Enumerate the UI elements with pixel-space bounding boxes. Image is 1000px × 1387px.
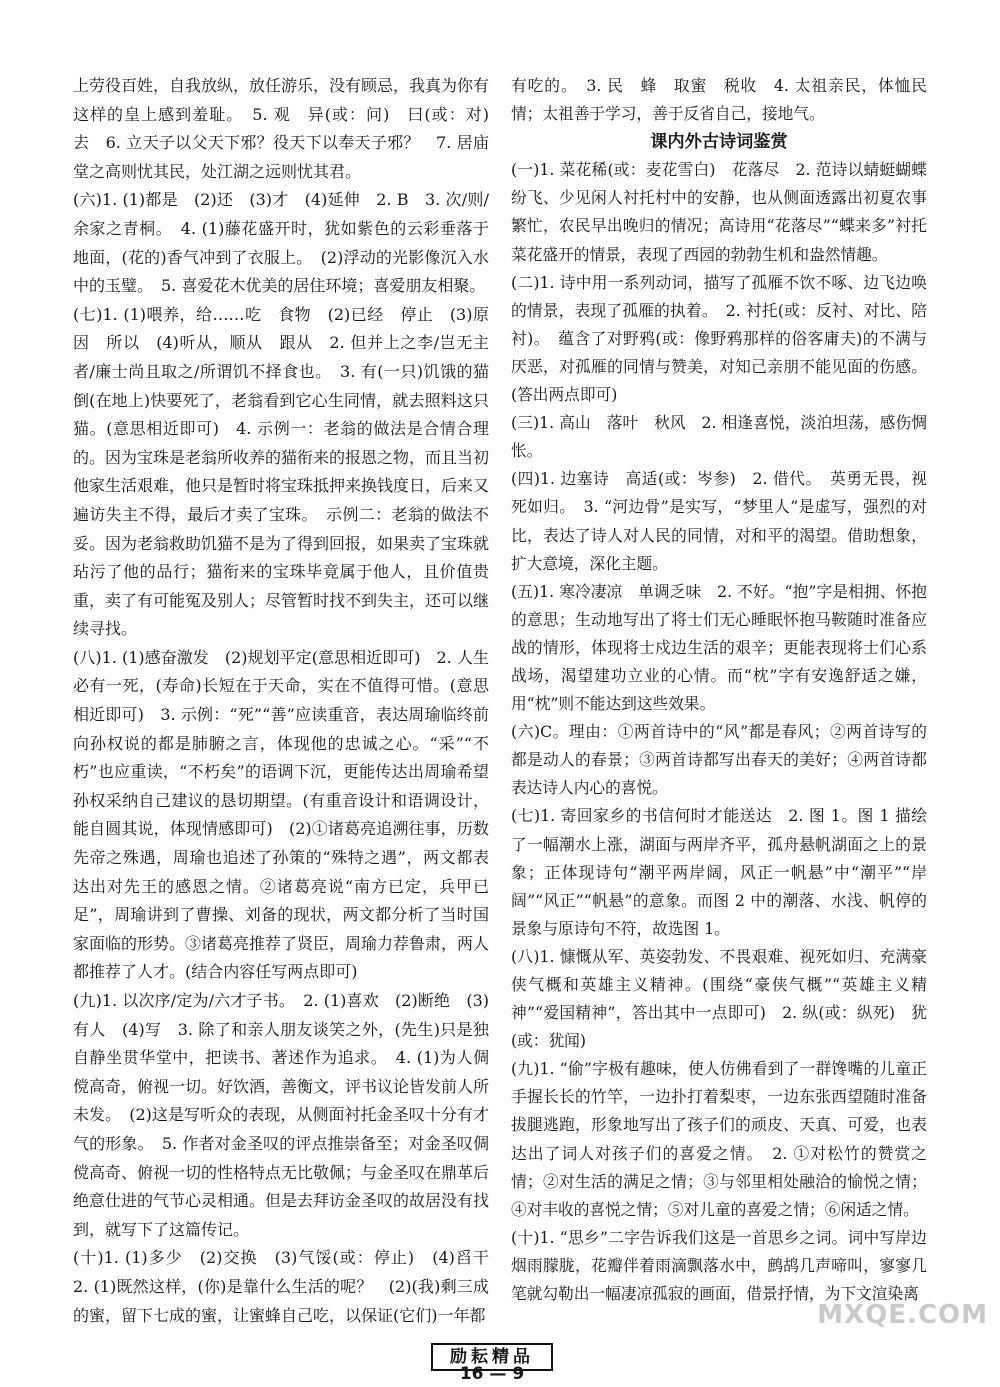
answer-paragraph: 有吃的。 3. 民 蜂 取蜜 税收 4. 太祖亲民，体恤民情；太祖善于学习，善于反省自己，接地气。 xyxy=(511,76,927,124)
answer-paragraph: 上劳役百姓，自我放纵，放任游乐，没有顾忌，我真为你有这样的皇上感到羞耻。 5. 观 异(或：问) 曰(或：对) 去 6. 立天子以父天下邪？役天下以奉天子邪？ 7. 居庙堂之高则忧其民，处江湖之远则忧其君。 xyxy=(73,76,506,181)
answer-paragraph: (六)1. (1)都是 (2)还 (3)才 (4)延伸 2. B 3. 次/则/余家之青桐。 4. (1)藤花盛开时，犹如紫色的云彩垂落于地面，(花的)香气冲到了衣服上。 (2)浮动的光影像沉入水中的玉璧。 5. 喜爱花木优美的居住环境；喜爱朋友相聚。 xyxy=(73,190,489,296)
answer-paragraph: (八)1. (1)感奋激发 (2)规划平定(意思相近即可) 2. 人生必有一死，(寿命)长短在于天命，实在不值得可惜。(意思相近即可) 3. 示例：“死”“善”应读重音，表达周瑜临终前向孙权说的都是肺腑之言，体现他的忠诚之心。“采”“不朽”也应重读，“不朽矣”的语调下沉，更能传达出周瑜希望孙权采纳自己建议的恳切期望。(有重音设计和语调设计，能自圆其说，体现情感即可) (2)①诸葛亮追溯往事，历数先帝之殊遇，周瑜也追述了孙策的“殊特之遇”，两文都表达出对先王的感恩之情。②诸葛亮说“南方已定，兵甲已足”，周瑜讲到了曹操、刘备的现状，两文都分析了当时国家面临的形势。③诸葛亮推荐了贤臣，周瑜力荐鲁肃，两人都推荐了人才。(结合内容任写两点即可) xyxy=(73,647,490,982)
answer-paragraph: (七)1. (1)喂养，给……吃 食物 (2)已经 停止 (3)原因 所以 (4)听从，顺从 跟从 2. 但并上之李/岂无主者/廉士尚且取之/所谓饥不择食也。 3. 有(一只)饥饿的猫倒(在地上)快要死了，老翁看到它心生同情，就去照料这只猫。(意思相近即可) 4. 示例一：老翁的做法是合情合理的。因为宝珠是老翁所收养的猫衔来的报恩之物，而且当初他家生活艰难，他只是暂时将宝珠抵押来换钱度日，后来又遍访失主不得，最后才卖了宝珠。 示例二：老翁的做法不妥。因为老翁救助饥猫不是为了得到回报，如果卖了宝珠就玷污了他的品行；猫衔来的宝珠毕竟属于他人，且价值贵重，卖了有可能冤及别人；尽管暂时找不到失主，还可以继续寻找。 xyxy=(73,304,490,639)
answer-paragraph: (八)1. 慷慨从军、英姿勃发、不畏艰难、视死如归、充满豪侠气概和英雄主义精神。(围绕“豪侠气概”“英雄主义精神”“爱国精神”，答出其中一点即可) 2. 纵(或：纵死) 犹(或：犹闻) xyxy=(511,946,927,1051)
answer-paragraph: (十)1. “思乡”二字告诉我们这是一首思乡之词。词中写岸边烟雨朦胧，花瓣伴着雨滴飘落水中，鹧鸪几声啼叫，寥寥几笔就勾勒出一幅凄凉孤寂的画面，借景抒情，为下文渲染离 xyxy=(511,1227,927,1304)
left-column xyxy=(73,72,506,1330)
page-footer xyxy=(0,1340,1000,1384)
answer-paragraph: (一)1. 菜花稀(或：麦花雪白) 花落尽 2. 范诗以蜻蜓蝴蝶纷飞、少见闲人衬托村中的安静，也从侧面透露出初夏农事繁忙，农民早出晚归的情况；高诗用“花落尽”“蝶来多”衬托菜花盛开的情景，表现了西园的勃勃生机和盎然情趣。 xyxy=(511,160,927,264)
section-title: 课内外古诗词鉴赏 xyxy=(650,132,788,153)
page-number: 16 — 9 xyxy=(459,1364,525,1384)
answer-paragraph: (四)1. 边塞诗 高适(或：岑参) 2. 借代。 英勇无畏，视死如归。 3. “河边骨”是实写，“梦里人”是虚写，强烈的对比，表达了诗人对人民的同情，对和平的渴望。借助想象，扩大意境，深化主题。 xyxy=(511,469,927,573)
answer-paragraph: (十)1. (1)多少 (2)交换 (3)气馁(或：停止) (4)舀干 2. (1)既然这样，(你)是靠什么生活的呢？ (2)(我)剩三成的蜜，留下七成的蜜，让蜜蜂自己吃，以保证(它们)一年都 xyxy=(73,1248,506,1325)
right-column xyxy=(511,72,927,1308)
brand-logo: 励耘精品 xyxy=(431,1343,553,1371)
answer-paragraph: (三)1. 高山 落叶 秋风 2. 相逢喜悦，淡泊坦荡，感伤惆怅。 xyxy=(511,413,927,461)
answer-paragraph: (二)1. 诗中用一系列动词，描写了孤雁不饮不啄、边飞边唤的情景，表现了孤雁的执着。 2. 衬托(或：反衬、对比、陪衬)。 蕴含了对野鸦(或：像野鸦那样的俗客庸夫)的不满与厌恶，对孤雁的同情与赞美，对知己亲朋不能见面的伤感。(答出两点即可) xyxy=(511,272,927,405)
answer-paragraph: (五)1. 寒冷凄凉 单调乏味 2. 不好。“抱”字是相拥、怀抱的意思；生动地写出了将士们无心睡眠怀抱马鞍随时准备应战的情形，体现将士戍边生活的艰辛；更能表现将士们心系战场，渴望建功立业的心情。而“枕”字有安逸舒适之嫌，用“枕”则不能达到这些效果。 xyxy=(511,581,927,714)
watermark: MXQE.COM xyxy=(817,1300,988,1330)
answer-paragraph: (九)1. 以次序/定为/六才子书。 2. (1)喜欢 (2)断绝 (3)有人 (4)写 3. 除了和亲人朋友谈笑之外，(先生)只是独自静坐贯华堂中，把读书、著述作为追求。 4. (1)为人倜傥高奇，俯视一切。好饮酒，善衡文，评书议论皆发前人所未发。 (2)这是写听众的表现，从侧面衬托金圣叹十分有才气的形象。 5. 作者对金圣叹的评点推崇备至；对金圣叹倜傥高奇、俯视一切的性格特点无比敬佩；与金圣叹在鼎革后绝意仕进的气节心灵相通。但是去拜访金圣叹的故居没有找到，就写下了这篇传记。 xyxy=(73,991,490,1239)
answer-paragraph: (六)C。理由：①两首诗中的“风”都是春风；②两首诗写的都是动人的春景；③两首诗都写出春天的美好；④两首诗都表达诗人内心的喜悦。 xyxy=(511,722,927,798)
answer-paragraph: (七)1. 寄回家乡的书信何时才能送达 2. 图 1。图 1 描绘了一幅潮水上涨，湖面与两岸齐平，孤舟悬帆湖面之上的景象；正体现诗句“潮平两岸阔，风正一帆悬”中“潮平”“岸阔”“风正”“帆悬”的意象。而图 2 中的潮落、水浅、帆停的景象与原诗句不符，故选图 1。 xyxy=(511,806,927,938)
answer-paragraph: (九)1. “偷”字极有趣味，使人仿佛看到了一群馋嘴的儿童正手握长长的竹竿，一边扑打着梨枣，一边东张西望随时准备拔腿逃跑，形象地写出了孩子们的顽皮、天真、可爱，也表达出了词人对孩子们的喜爱之情。 2. ①对松竹的赞赏之情；②对生活的满足之情；③与邻里相处融洽的愉悦之情；④对丰收的喜悦之情；⑤对儿童的喜爱之情；⑥闲适之情。 xyxy=(511,1059,927,1219)
